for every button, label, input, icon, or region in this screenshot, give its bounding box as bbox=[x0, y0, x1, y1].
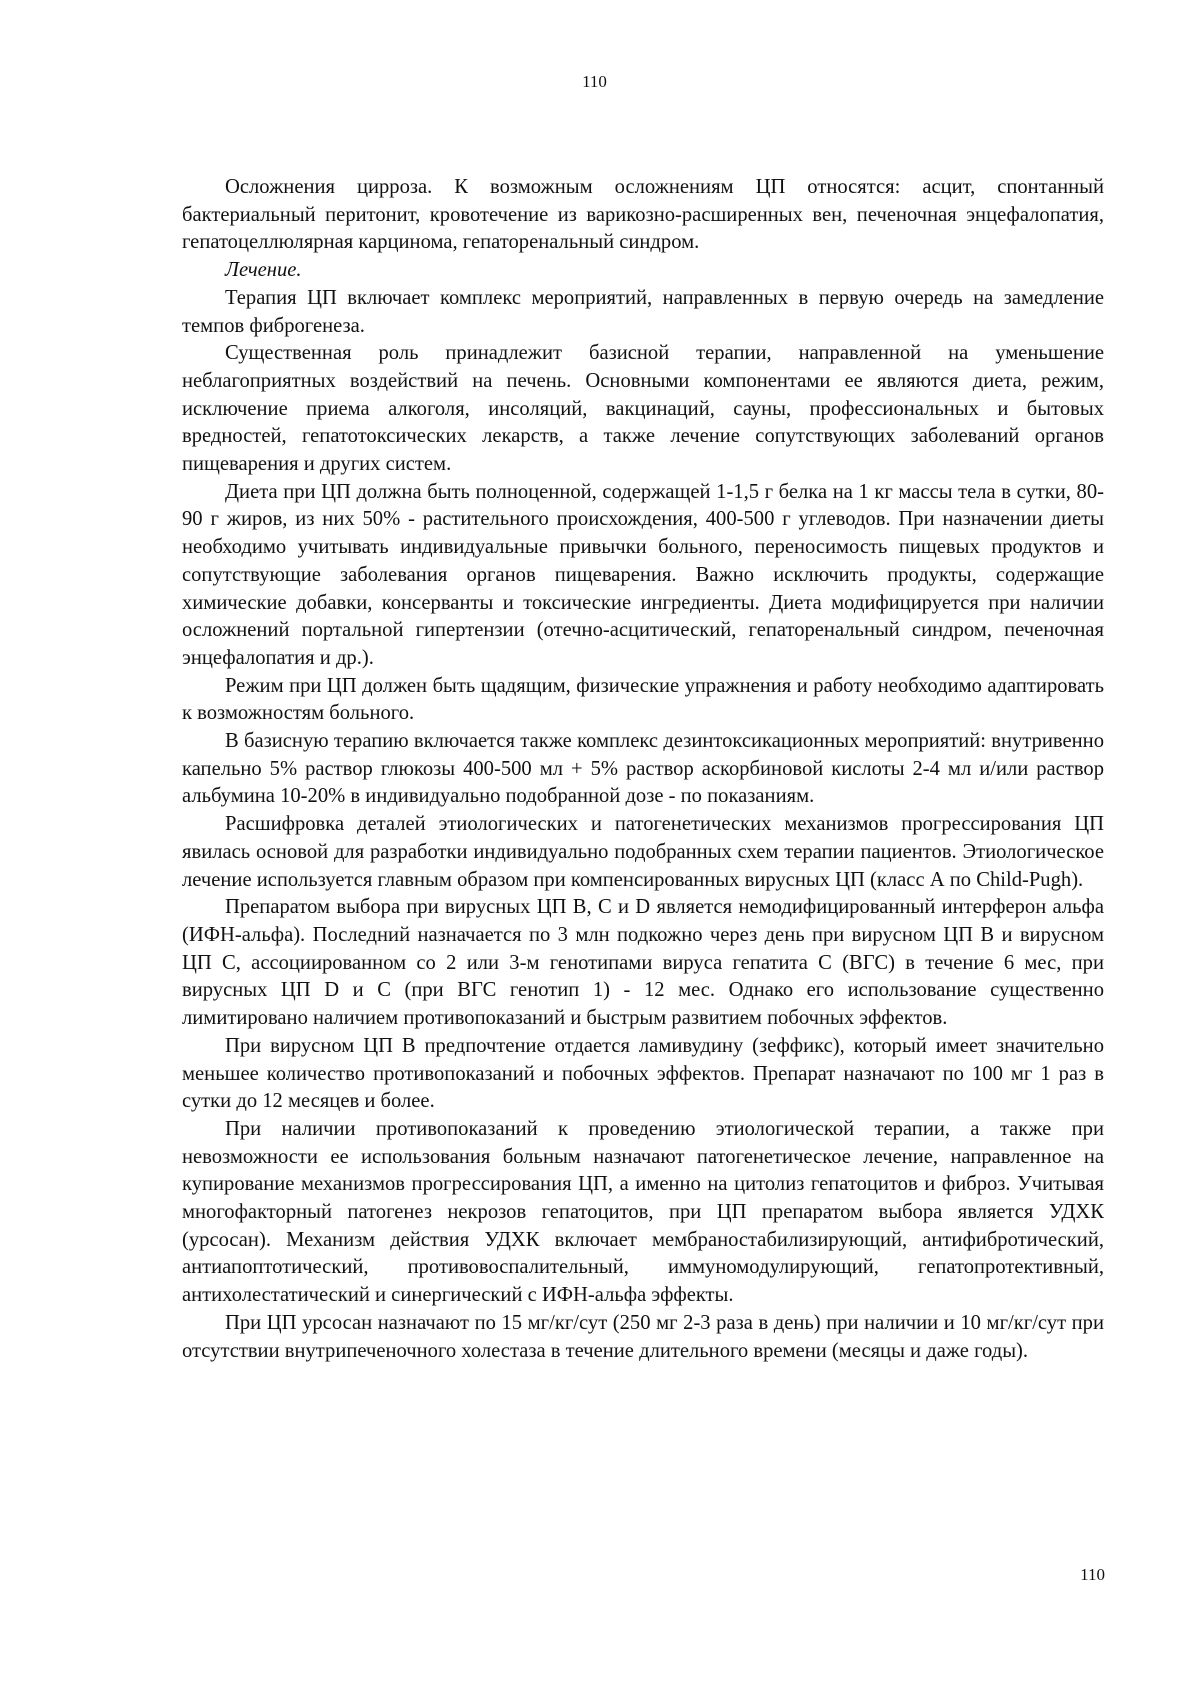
paragraph-basic-therapy: Существенная роль принадлежит базисной терапии, направленной на уменьшение неблагоприятных воздействий на печень. Основными компонентами ее являются диета, режим, исключение приема алкоголя, инсоляций, вакцинаций, сауны, профессиональных и бытовых вредностей, гепатотоксических лекарств, а также лечение сопутствующих заболеваний органов пищеварения и других систем. bbox=[182, 342, 1104, 476]
paragraph-diet: Диета при ЦП должна быть полноценной, содержащей 1-1,5 г белка на 1 кг массы тела в сутки, 80-90 г жиров, из них 50% - растительного происхождения, 400-500 г углеводов. При назначении диеты необходимо учитывать индивидуальные привычки больного, переносимость пищевых продуктов и сопутствующие заболевания органов пищеварения. Важно исключить продукты, содержащие химические добавки, консерванты и токсические ингредиенты. Диета модифицируется при наличии осложнений портальной гипертензии (отечно-асцитический, гепаторенальный синдром, печеночная энцефалопатия и др.). bbox=[182, 480, 1104, 669]
paragraph-etiological-treatment: Расшифровка деталей этиологических и патогенетических механизмов прогрессирования ЦП явилась основой для разработки индивидуально подобранных схем терапии пациентов. Этиологическое лечение используется главным образом при компенсированных вирусных ЦП (класс А по Child-Pugh). bbox=[182, 813, 1104, 891]
paragraph-ursosan-dosage: При ЦП урсосан назначают по 15 мг/кг/сут (250 мг 2-3 раза в день) при наличии и 10 мг/кг/сут при отсутствии внутрипеченочного холестаза в течение длительного времени (месяцы и даже годы). bbox=[182, 1311, 1104, 1362]
paragraph-complications: Осложнения цирроза. К возможным осложнениям ЦП относятся: асцит, спонтанный бактериальный перитонит, кровотечение из варикозно-расширенных вен, печеночная энцефалопатия, гепатоцеллюлярная карцинома, гепаторенальный синдром. bbox=[182, 176, 1104, 254]
page-number-top: 110 bbox=[582, 72, 607, 91]
page-number-bottom: 110 bbox=[1080, 1565, 1105, 1584]
paragraph-pathogenetic-treatment: При наличии противопоказаний к проведению этиологической терапии, а также при невозможности ее использования больным назначают патогенетическое лечение, направленное на купирование механизмов прогрессирования ЦП, а именно на цитолиз гепатоцитов и фиброз. Учитывая многофакторный патогенез некрозов гепатоцитов, при ЦП препаратом выбора является УДХК (урсосан). Механизм действия УДХК включает мембраностабилизирующий, антифибротический, антиапоптотический, противовоспалительный, иммуномодулирующий, гепатопротективный, антихолестатический и синергический с ИФН-альфа эффекты. bbox=[182, 1117, 1104, 1307]
paragraph-regimen: Режим при ЦП должен быть щадящим, физические упражнения и работу необходимо адаптировать к возможностям больного. bbox=[182, 674, 1104, 725]
paragraph-therapy-overview: Терапия ЦП включает комплекс мероприятий, направленных в первую очередь на замедление темпов фиброгенеза. bbox=[182, 286, 1104, 337]
paragraph-lamivudine: При вирусном ЦП В предпочтение отдается ламивудину (зеффикс), который имеет значительно меньшее количество противопоказаний и побочных эффектов. Препарат назначают по 100 мг 1 раз в сутки до 12 месяцев и более. bbox=[182, 1034, 1104, 1113]
paragraph-detoxification: В базисную терапию включается также комплекс дезинтоксикационных мероприятий: внутривенно капельно 5% раствор глюкозы 400-500 мл + 5% раствор аскорбиновой кислоты 2-4 мл и/или раствор альбумина 10-20% в индивидуально подобранной дозе - по показаниям. bbox=[182, 730, 1104, 808]
paragraph-interferon: Препаратом выбора при вирусных ЦП В, С и D является немодифицированный интерферон альфа (ИФН-альфа). Последний назначается по 3 млн подкожно через день при вирусном ЦП В и вирусном ЦП С, ассоциированном со 2 или 3-м генотипами вируса гепатита С (ВГС) в течение 6 мес, при вирусных ЦП D и С (при ВГС генотип 1) - 12 мес. Однако его использование существенно лимитировано наличием противопоказаний и быстрым развитием побочных эффектов. bbox=[182, 896, 1104, 1030]
section-heading-treatment: Лечение. bbox=[225, 259, 302, 282]
document-body bbox=[182, 174, 1104, 1365]
